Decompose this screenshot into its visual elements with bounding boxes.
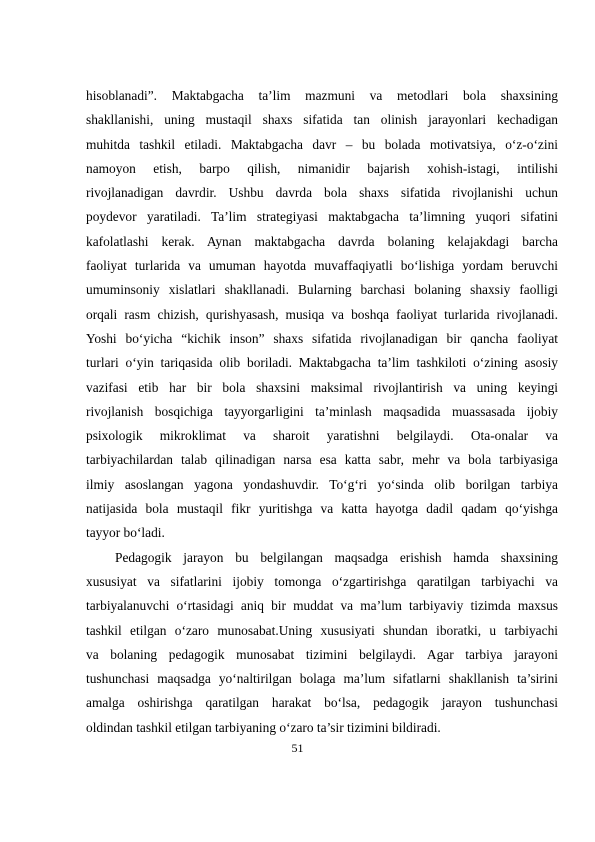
text-line: natijasida bola mustaqil fikr yuritishga va katta hayotga dadil qadam qo‘yishga bbox=[86, 501, 558, 517]
text-line: turlari o‘yin tariqasida olib boriladi. Maktabgacha ta’lim tashkiloti o‘zining asosiy bbox=[86, 355, 558, 371]
page-number: 51 bbox=[291, 741, 304, 755]
paragraph-1 bbox=[86, 84, 558, 546]
text-line: amalga oshirishga qaratilgan harakat bo‘lsa, pedagogik jarayon tushunchasi bbox=[86, 695, 558, 711]
document-body bbox=[86, 84, 558, 740]
text-line: tayyor bo‘ladi. bbox=[86, 525, 165, 541]
text-line: tashkil etilgan o‘zaro munosabat.Uning xususiyati shundan iboratki, u tarbiyachi bbox=[86, 622, 558, 638]
text-line: rivojlanadigan davrdir. Ushbu davrda bola shaxs sifatida rivojlanishi uchun bbox=[86, 185, 558, 201]
text-line: xususiyat va sifatlarini ijobiy tomonga o‘zgartirishga qaratilgan tarbiyachi va bbox=[86, 573, 558, 589]
text-line: tarbiyalanuvchi o‘rtasidagi aniq bir muddat va ma’lum tarbiyaviy tizimda maxsus bbox=[86, 598, 558, 614]
text-line: Yoshi bo‘yicha “kichik inson” shaxs sifatida rivojlanadigan bir qancha faoliyat bbox=[86, 330, 558, 346]
text-line: oldindan tashkil etilgan tarbiyaning o‘zaro ta’sir tizimini bildiradi. bbox=[86, 719, 441, 735]
text-line: umuminsoniy xislatlari shakllanadi. Bularning barchasi bolaning shaxsiy faolligi bbox=[86, 282, 558, 298]
text-line: tarbiyachilardan talab qilinadigan narsa esa katta sabr, mehr va bola tarbiyasiga bbox=[86, 452, 558, 468]
text-line: kafolatlashi kerak. Aynan maktabgacha davrda bolaning kelajakdagi barcha bbox=[86, 233, 558, 249]
text-line: orqali rasm chizish, qurishyasash, musiqa va boshqa faoliyat turlarida rivojlanadi. bbox=[86, 306, 558, 322]
text-line: vazifasi etib har bir bola shaxsini maksimal rivojlantirish va uning keyingi bbox=[86, 379, 558, 395]
text-line: poydevor yaratiladi. Ta’lim strategiyasi maktabgacha ta’limning yuqori sifatini bbox=[86, 209, 558, 225]
text-line: hisoblanadi”. Maktabgacha ta’lim mazmuni va metodlari bola shaxsining bbox=[86, 88, 558, 103]
text-line: tushunchasi maqsadga yo‘naltirilgan bolaga ma’lum sifatlarni shakllanish ta’sirini bbox=[86, 671, 558, 687]
text-line: shakllanishi, uning mustaqil shaxs sifatida tan olinish jarayonlari kechadigan bbox=[86, 112, 558, 128]
text-line: faoliyat turlarida va umuman hayotda muvaffaqiyatli bo‘lishiga yordam beruvchi bbox=[86, 258, 558, 274]
text-line: ilmiy asoslangan yagona yondashuvdir. To‘g‘ri yo‘sinda olib borilgan tarbiya bbox=[86, 476, 558, 492]
text-line: Pedagogik jarayon bu belgilangan maqsadga erishish hamda shaxsining bbox=[115, 549, 558, 565]
paragraph-2 bbox=[86, 546, 558, 740]
text-line: namoyon etish, barpo qilish, nimanidir bajarish xohish-istagi, intilishi bbox=[86, 160, 558, 176]
text-line: va bolaning pedagogik munosabat tizimini belgilaydi. Agar tarbiya jarayoni bbox=[86, 646, 558, 662]
text-line: rivojlanish bosqichiga tayyorgarligini ta’minlash maqsadida muassasada ijobiy bbox=[86, 403, 558, 419]
text-line: muhitda tashkil etiladi. Maktabgacha davr – bu bolada motivatsiya, o‘z-o‘zini bbox=[86, 136, 558, 152]
text-line: psixologik mikroklimat va sharoit yaratishni belgilaydi. Ota-onalar va bbox=[86, 428, 558, 444]
